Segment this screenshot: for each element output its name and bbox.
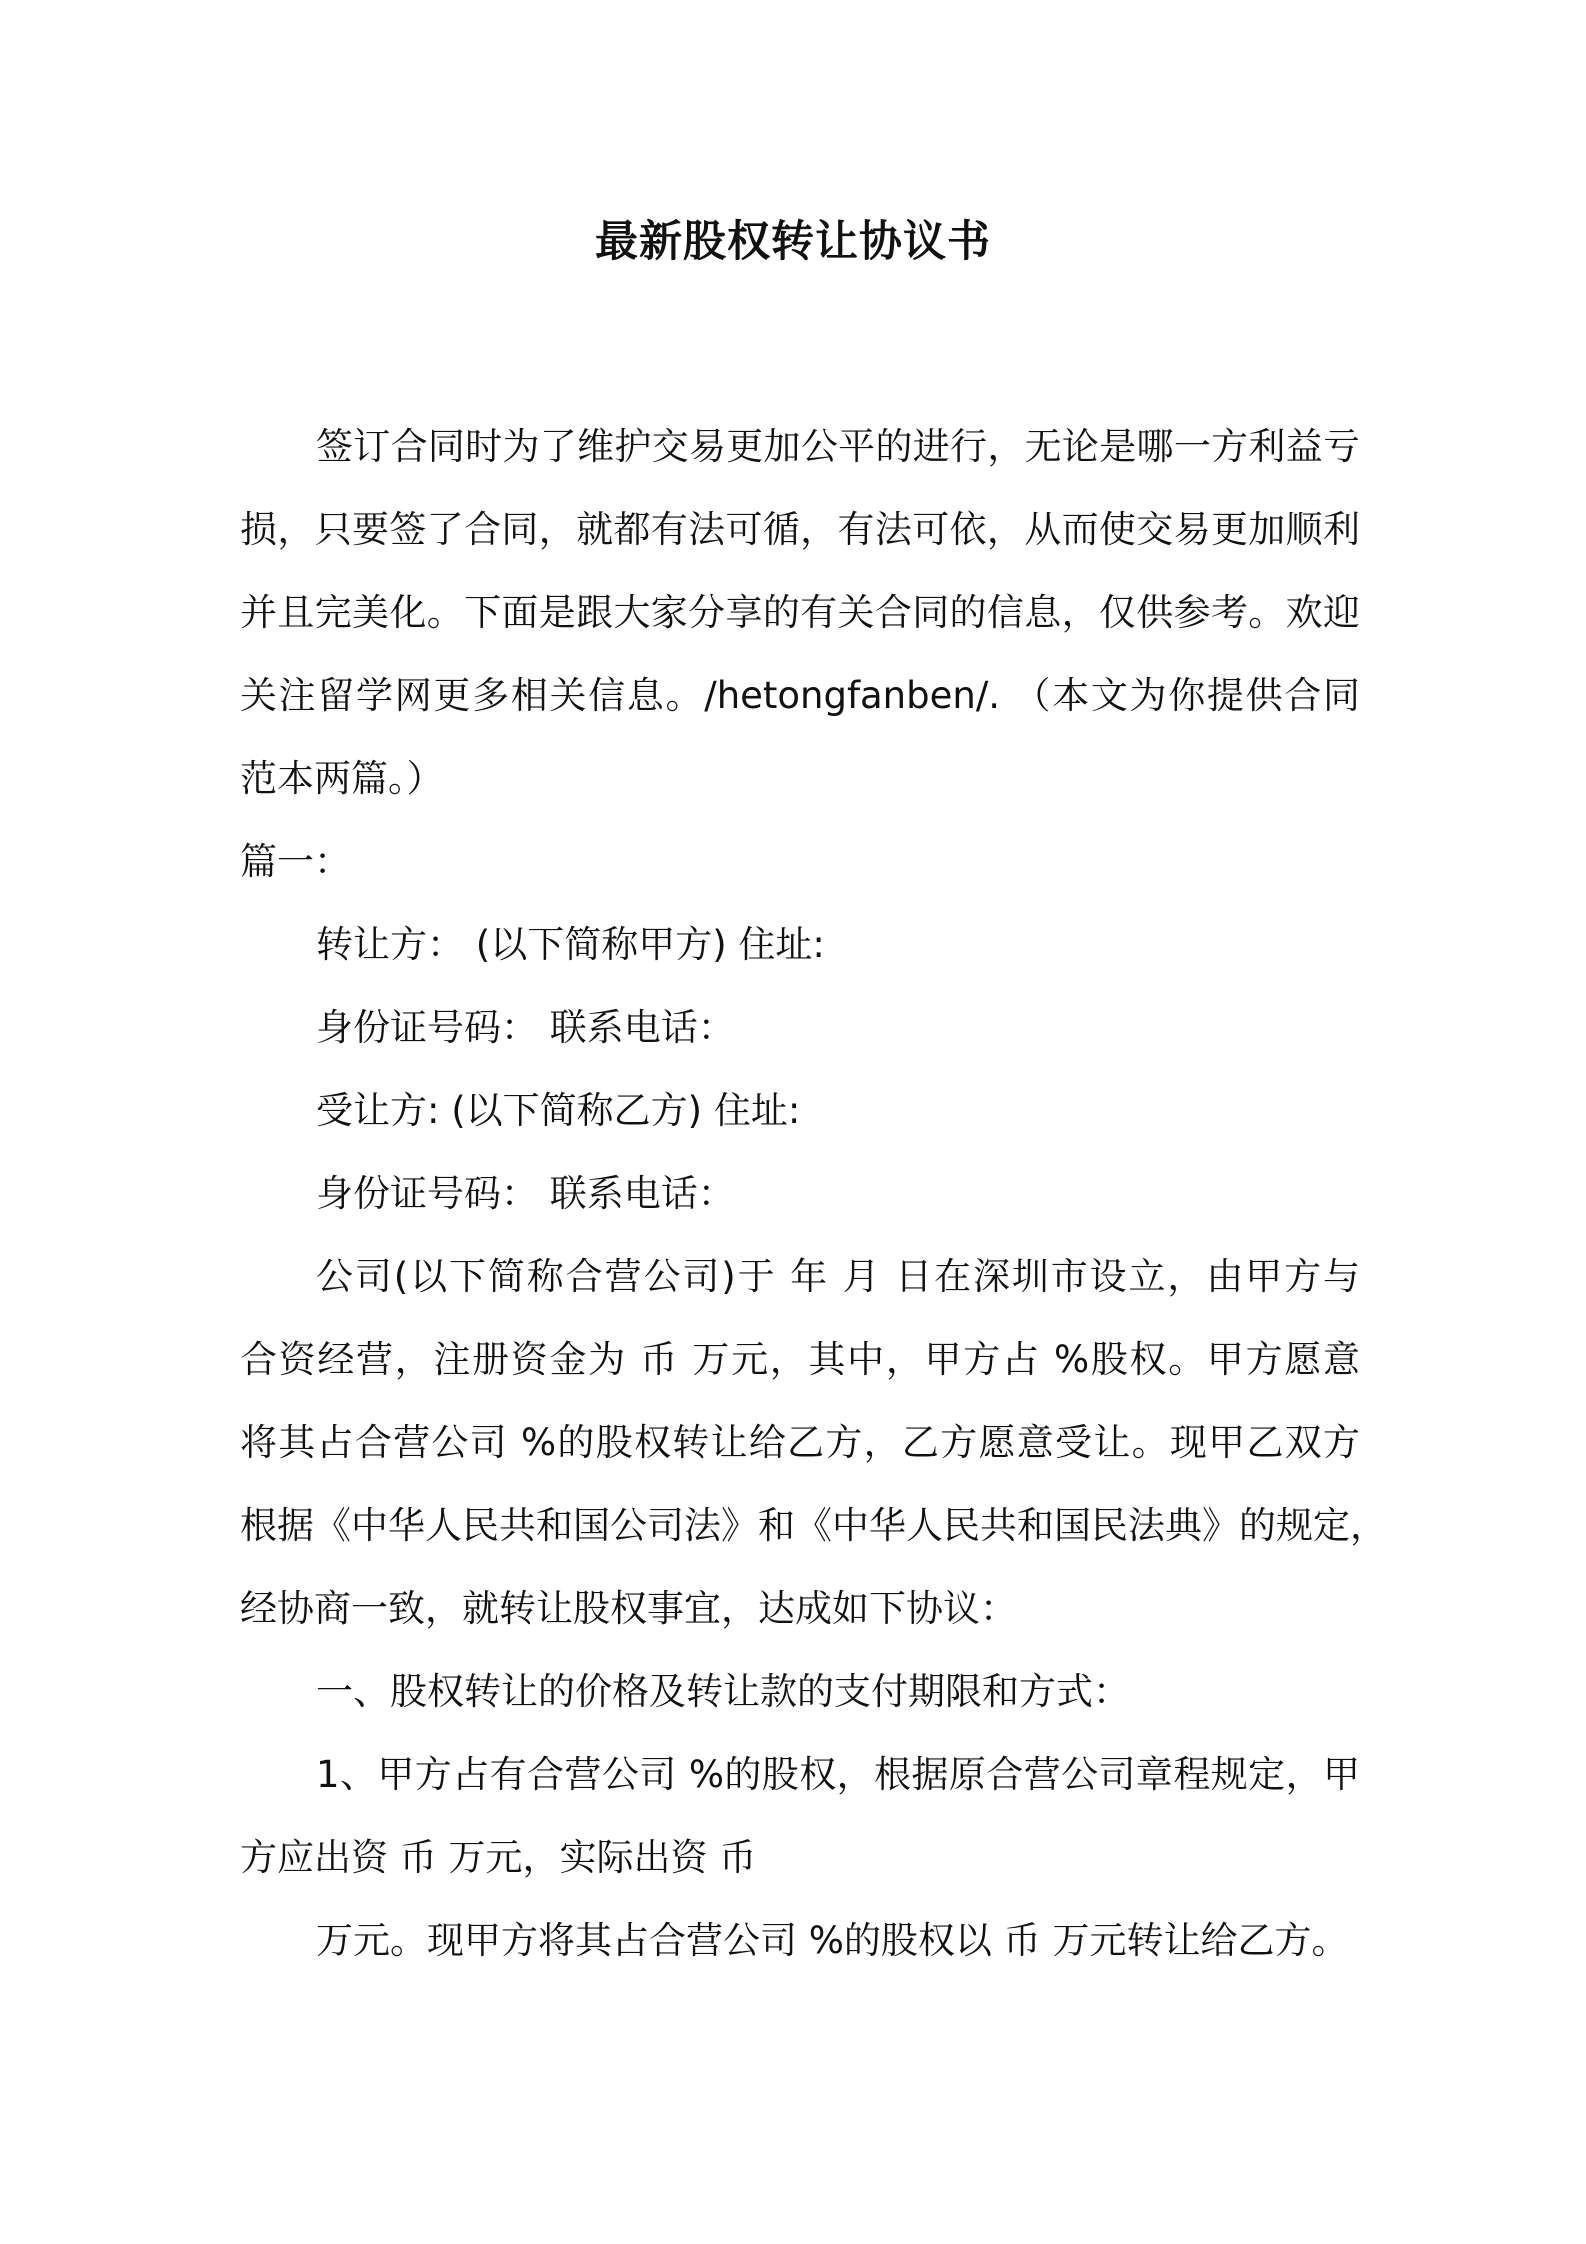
document-title: 最新股权转让协议书 [595, 217, 991, 267]
paragraph-line: 损，只要签了合同，就都有法可循，有法可依，从而使交易更加顺利 [240, 508, 1360, 551]
paragraph-line: 万元。现甲方将其占合营公司 %的股权以 币 万元转让给乙方。 [316, 1919, 1349, 1962]
paragraph-line: 公司(以下简称合营公司)于 年 月 日在深圳市设立，由甲方与 [316, 1255, 1360, 1298]
section-heading: 篇一： [240, 840, 351, 883]
paragraph-line: 根据《中华人民共和国公司法》和《中华人民共和国民法典》的规定， [240, 1504, 1387, 1547]
paragraph-line: 经协商一致，就转让股权事宜，达成如下协议： [240, 1587, 1017, 1630]
paragraph-line: 方应出资 币 万元，实际出资 币 [240, 1836, 757, 1879]
clause-heading: 一、股权转让的价格及转让款的支付期限和方式： [316, 1670, 1130, 1713]
paragraph-line: 并且完美化。下面是跟大家分享的有关合同的信息，仅供参考。欢迎 [240, 591, 1360, 634]
party-line: 受让方: (以下简称乙方) 住址: [316, 1089, 801, 1132]
document-body [240, 405, 1387, 1982]
party-line: 身份证号码： 联系电话： [316, 1006, 735, 1049]
paragraph-line: 1、甲方占有合营公司 %的股权，根据原合营公司章程规定，甲 [316, 1753, 1360, 1796]
party-line: 转让方： (以下简称甲方) 住址: [316, 923, 825, 966]
paragraph-line: 签订合同时为了维护交易更加公平的进行，无论是哪一方利益亏 [316, 425, 1360, 468]
paragraph-line: 关注留学网更多相关信息。/hetongfanben/. （本文为你提供合同 [240, 674, 1360, 717]
party-line: 身份证号码： 联系电话： [316, 1172, 735, 1215]
paragraph-line: 将其占合营公司 %的股权转让给乙方，乙方愿意受让。现甲乙双方 [240, 1421, 1360, 1464]
paragraph-line: 合资经营，注册资金为 币 万元，其中，甲方占 %股权。甲方愿意 [240, 1338, 1360, 1381]
paragraph-line: 范本两篇。） [240, 757, 444, 800]
